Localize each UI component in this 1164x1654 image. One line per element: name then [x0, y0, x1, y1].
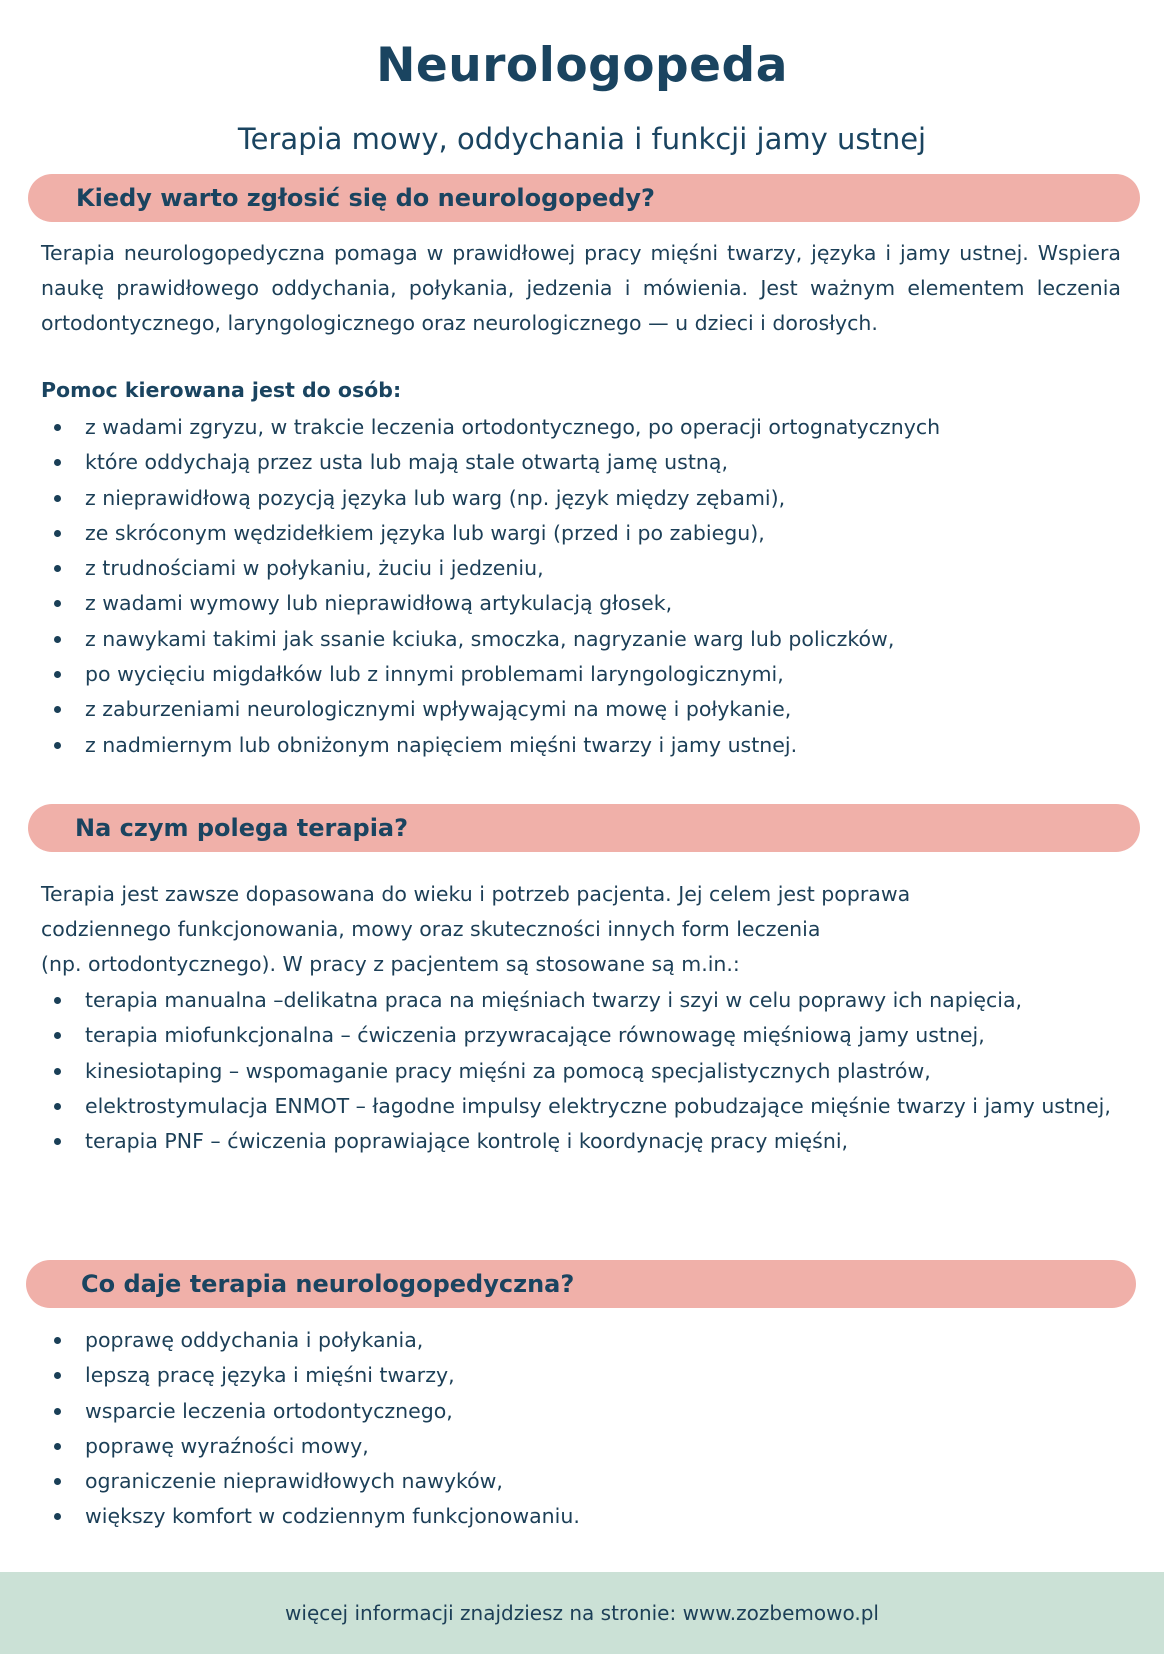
- list-item: [41, 410, 1141, 445]
- section-heading: Na czym polega terapia?: [75, 814, 409, 842]
- intro-line: codziennego funkcjonowania, mowy oraz skuteczności innych form leczenia: [41, 917, 821, 941]
- list-item-text: większy komfort w codziennym funkcjonowaniu.: [85, 1504, 580, 1529]
- list-item-text: ze skróconym wędzidełkiem języka lub wargi (przed i po zabiegu),: [85, 520, 765, 545]
- list-item: [41, 1018, 1141, 1053]
- list-item: [41, 1124, 1141, 1159]
- bullet-icon: [54, 424, 61, 431]
- section-intro: [41, 877, 1121, 982]
- section-header-therapy: [28, 804, 1140, 852]
- section-heading: Co daje terapia neurologopedyczna?: [81, 1270, 575, 1298]
- list-item-text: kinesiotaping – wspomaganie pracy mięśni za pomocą specjalistycznych plastrów,: [85, 1058, 931, 1083]
- list-item-text: terapia PNF – ćwiczenia poprawiające kontrolę i koordynację pracy mięśni,: [85, 1129, 849, 1154]
- list-item: [41, 445, 1141, 480]
- list-item: [41, 551, 1141, 586]
- bullet-icon: [54, 636, 61, 643]
- bullet-icon: [54, 1408, 61, 1415]
- intro-line: (np. ortodontycznego). W pracy z pacjentem są stosowane są m.in.:: [41, 952, 740, 976]
- bullet-icon: [54, 671, 61, 678]
- bullet-icon: [54, 1337, 61, 1344]
- list-item: [41, 586, 1141, 621]
- bullet-icon: [54, 997, 61, 1004]
- section-intro: Terapia neurologopedyczna pomaga w prawidłowej pracy mięśni twarzy, języka i jamy ustnej. Wspiera naukę prawidłowego oddychania, połykania, jedzenia i mówienia. Jest ważnym elementem leczenia ortodontycznego, laryngologicznego oraz neurologicznego — u dzieci i dorosłych.: [41, 241, 1121, 335]
- list-item-text: z wadami zgryzu, w trakcie leczenia ortodontycznego, po operacji ortognatycznych: [85, 415, 941, 439]
- section-header-when: [28, 174, 1140, 222]
- list-item: [41, 622, 1141, 657]
- benefits-list: [41, 1323, 1141, 1535]
- bullet-icon: [54, 530, 61, 537]
- list-item: [41, 1499, 1141, 1534]
- bullet-icon: [54, 565, 61, 572]
- list-item-text: terapia miofunkcjonalna – ćwiczenia przywracające równowagę mięśniową jamy ustnej,: [85, 1023, 985, 1048]
- footer-text: więcej informacji znajdziesz na stronie: www.zozbemowo.pl: [285, 1601, 879, 1625]
- page-title: Neurologopeda: [376, 38, 788, 93]
- bullet-icon: [54, 1443, 61, 1450]
- page-subtitle: Terapia mowy, oddychania i funkcji jamy ustnej: [237, 122, 927, 156]
- section-header-benefits: [26, 1260, 1136, 1308]
- bullet-icon: [54, 600, 61, 607]
- list-item-text: z nadmiernym lub obniżonym napięciem mięśni twarzy i jamy ustnej.: [85, 732, 798, 757]
- list-item-text: z nawykami takimi jak ssanie kciuka, smoczka, nagryzanie warg lub policzków,: [85, 626, 895, 651]
- bullet-icon: [54, 1372, 61, 1379]
- list-item: [41, 1394, 1141, 1429]
- list-item-text: z wadami wymowy lub nieprawidłową artykulacją głosek,: [85, 591, 673, 616]
- list-item-text: po wycięciu migdałków lub z innymi problemami laryngologicznymi,: [85, 662, 784, 687]
- list-item-text: poprawę wyraźności mowy,: [85, 1433, 369, 1458]
- list-item-text: lepszą pracę języka i mięśni twarzy,: [85, 1363, 455, 1388]
- bullet-icon: [54, 495, 61, 502]
- list-item: [41, 692, 1141, 727]
- list-item-text: terapia manualna –delikatna praca na mięśniach twarzy i szyi w celu poprawy ich napięcia,: [85, 988, 1023, 1012]
- list-item: [41, 1089, 1141, 1124]
- list-item-text: które oddychają przez usta lub mają stale otwartą jamę ustną,: [85, 450, 728, 475]
- list-item: [41, 983, 1141, 1018]
- list-item: [41, 728, 1141, 763]
- list-item-text: poprawę oddychania i połykania,: [85, 1328, 424, 1352]
- list-item: [41, 1464, 1141, 1499]
- footer-bar: [0, 1572, 1164, 1654]
- intro-line: Terapia jest zawsze dopasowana do wieku i potrzeb pacjenta. Jej celem jest poprawa: [41, 882, 911, 906]
- list-item-text: elektrostymulacja ENMOT – łagodne impulsy elektryczne pobudzające mięśnie twarzy i jamy ustnej,: [85, 1093, 1111, 1118]
- list-item: [41, 1358, 1141, 1393]
- list-item-text: z trudnościami w połykaniu, żuciu i jedzeniu,: [85, 556, 544, 581]
- bullet-icon: [54, 1032, 61, 1039]
- list-item: [41, 481, 1141, 516]
- section-heading: Kiedy warto zgłosić się do neurologopedy?: [76, 184, 655, 212]
- bullet-icon: [54, 1138, 61, 1145]
- list-item-text: ograniczenie nieprawidłowych nawyków,: [85, 1469, 503, 1494]
- section-subheading: Pomoc kierowana jest do osób:: [41, 378, 402, 402]
- bullet-icon: [54, 1513, 61, 1520]
- bullet-icon: [54, 742, 61, 749]
- list-item: [41, 1054, 1141, 1089]
- list-item-text: z nieprawidłową pozycją języka lub warg (np. język między zębami),: [85, 485, 786, 510]
- list-item-text: z zaburzeniami neurologicznymi wpływającymi na mowę i połykanie,: [85, 697, 792, 722]
- list-item-text: wsparcie leczenia ortodontycznego,: [85, 1398, 453, 1423]
- bullet-icon: [54, 706, 61, 713]
- list-item: [41, 657, 1141, 692]
- list-item: [41, 1429, 1141, 1464]
- therapy-methods-list: [41, 983, 1141, 1159]
- target-groups-list: [41, 410, 1141, 763]
- bullet-icon: [54, 1068, 61, 1075]
- list-item: [41, 516, 1141, 551]
- bullet-icon: [54, 459, 61, 466]
- bullet-icon: [54, 1478, 61, 1485]
- bullet-icon: [54, 1103, 61, 1110]
- list-item: [41, 1323, 1141, 1358]
